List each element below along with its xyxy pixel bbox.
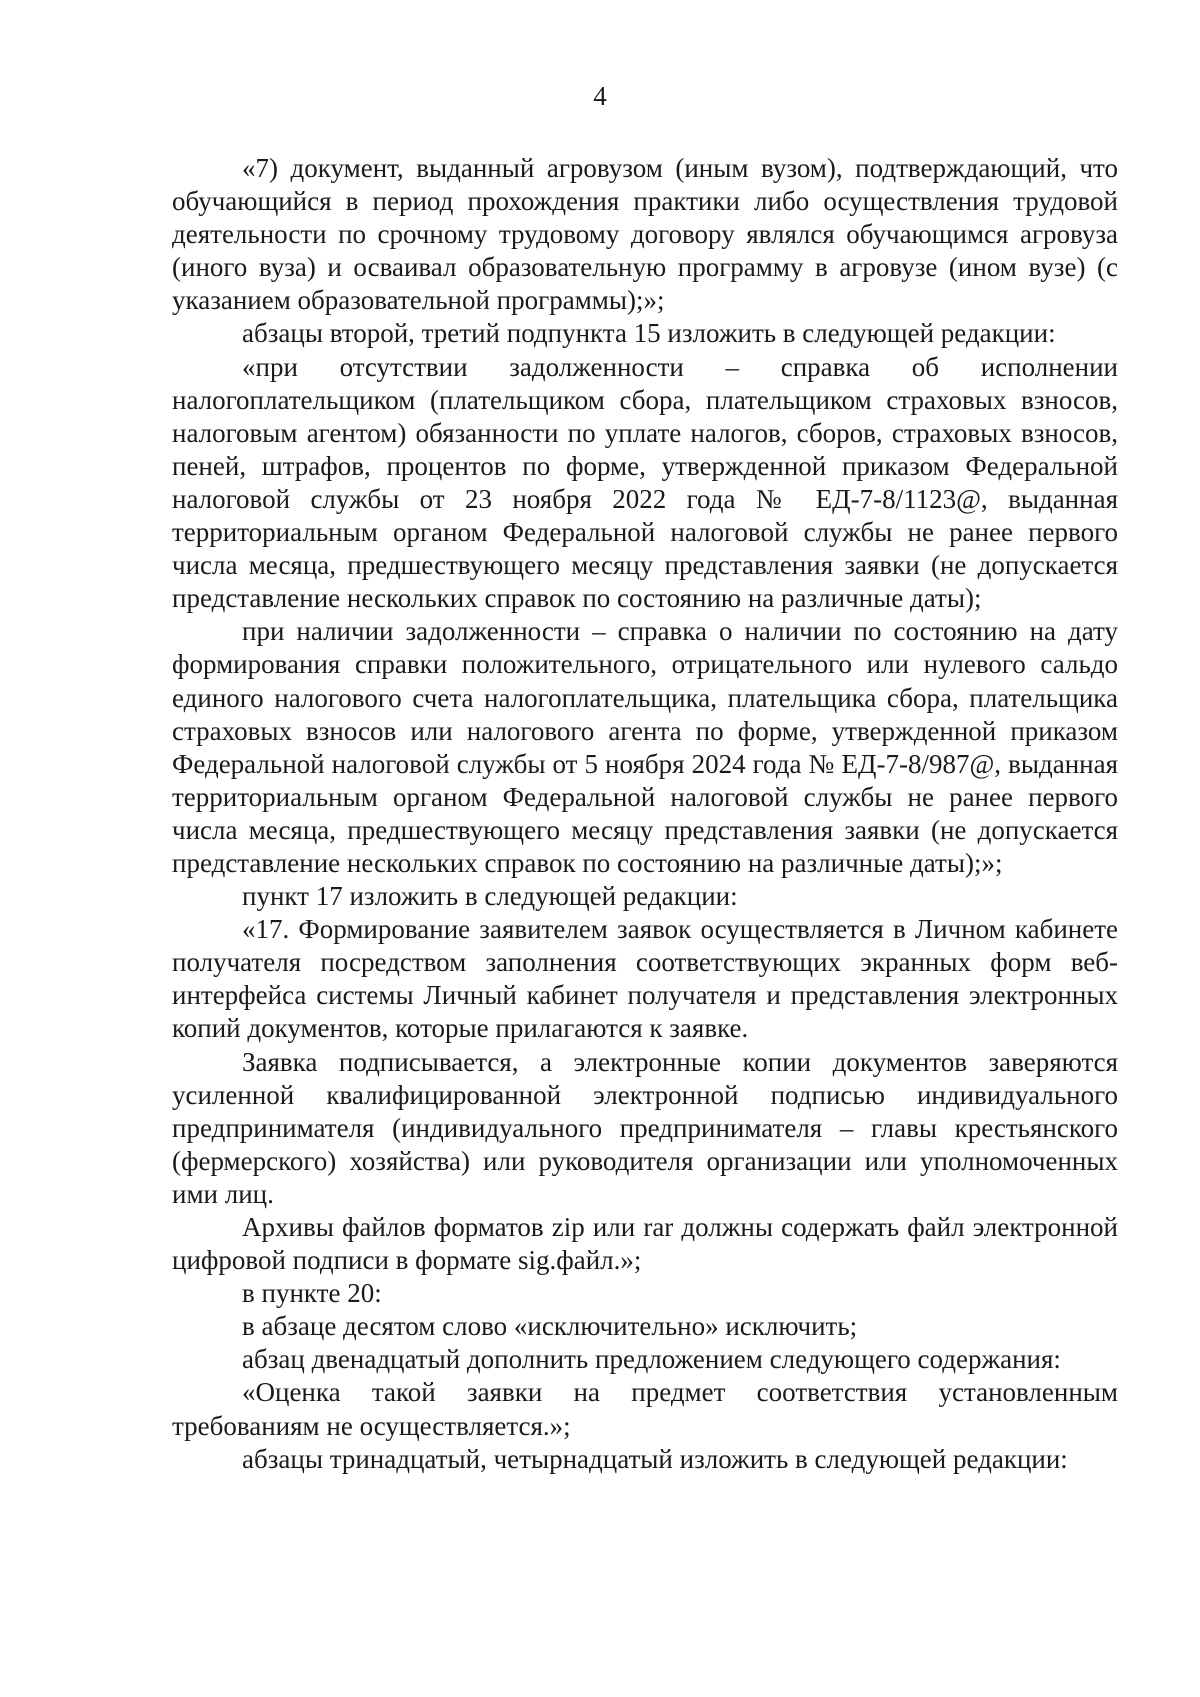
paragraph-item-20: в пункте 20: — [242, 1278, 382, 1309]
paragraph-tenth-abzac: в абзаце десятом слово «исключительно» исключить; — [242, 1311, 858, 1342]
paragraph-archive-files: Архивы файлов форматов zip или rar должны содержать файл электронной цифровой подписи в формате sig.файл.»; — [172, 1212, 1118, 1276]
paragraph-signature-requirement: Заявка подписывается, а электронные копии документов заверяются усиленной квалифицированной электронной подписью индивидуального предпринимателя (индивидуального предпринимателя – главы крестьянского (фермерского) хозяйства) или руководителя организации или уполномоченных ими лиц. — [172, 1046, 1118, 1209]
paragraph-amend-subitem-15: абзацы второй, третий подпункта 15 изложить в следующей редакции: — [242, 318, 1056, 349]
document-body — [172, 152, 1118, 1476]
paragraph-amend-item-17: пункт 17 изложить в следующей редакции: — [242, 881, 738, 912]
paragraph-evaluation-sentence: «Оценка такой заявки на предмет соответствия установленным требованиям не осуществляется.»; — [172, 1377, 1118, 1441]
paragraph-item-7-document: «7) документ, выданный агровузом (иным вузом), подтверждающий, что обучающийся в период прохождения практики либо осуществления трудовой деятельности по срочному трудовому договору являлся обучающимся агровуза (иного вуза) и осваивал образовательную программу в агровузе (ином вузе) (с указанием образовательной программы);»; — [172, 153, 1118, 316]
paragraph-debt-certificate: при наличии задолженности – справка о наличии по состоянию на дату формирования справки положительного, отрицательного или нулевого сальдо единого налогового счета налогоплательщика, плательщика сбора, плательщика страховых взносов или налогового агента по форме, утвержденной приказом Федеральной налоговой службы от 5 ноября 2024 года № ЕД-7-8/987@, выданная территориальным органом Федеральной налоговой службы не ранее первого числа месяца, предшествующего месяцу представления заявки (не допускается представление нескольких справок по состоянию на различные даты);»; — [172, 616, 1118, 878]
page-number: 4 — [593, 81, 607, 111]
paragraph-item-17-text: «17. Формирование заявителем заявок осуществляется в Личном кабинете получателя посредством заполнения соответствующих экранных форм веб-интерфейса системы Личный кабинет получателя и представления электронных копий документов, которые прилагаются к заявке. — [172, 914, 1118, 1044]
paragraph-twelfth-abzac: абзац двенадцатый дополнить предложением следующего содержания: — [242, 1344, 1061, 1375]
paragraph-no-debt-certificate: «при отсутствии задолженности – справка об исполнении налогоплательщиком (плательщиком сбора, плательщиком страховых взносов, налоговым агентом) обязанности по уплате налогов, сборов, страховых взносов, пеней, штрафов, процентов по форме, утвержденной приказом Федеральной налоговой службы от 23 ноября 2022 года № ЕД-7-8/1123@, выданная территориальным органом Федеральной налоговой службы не ранее первого числа месяца, предшествующего месяцу представления заявки (не допускается представление нескольких справок по состоянию на различные даты); — [172, 351, 1118, 614]
paragraph-thirteenth-fourteenth-abzac: абзацы тринадцатый, четырнадцатый изложить в следующей редакции: — [242, 1443, 1068, 1474]
